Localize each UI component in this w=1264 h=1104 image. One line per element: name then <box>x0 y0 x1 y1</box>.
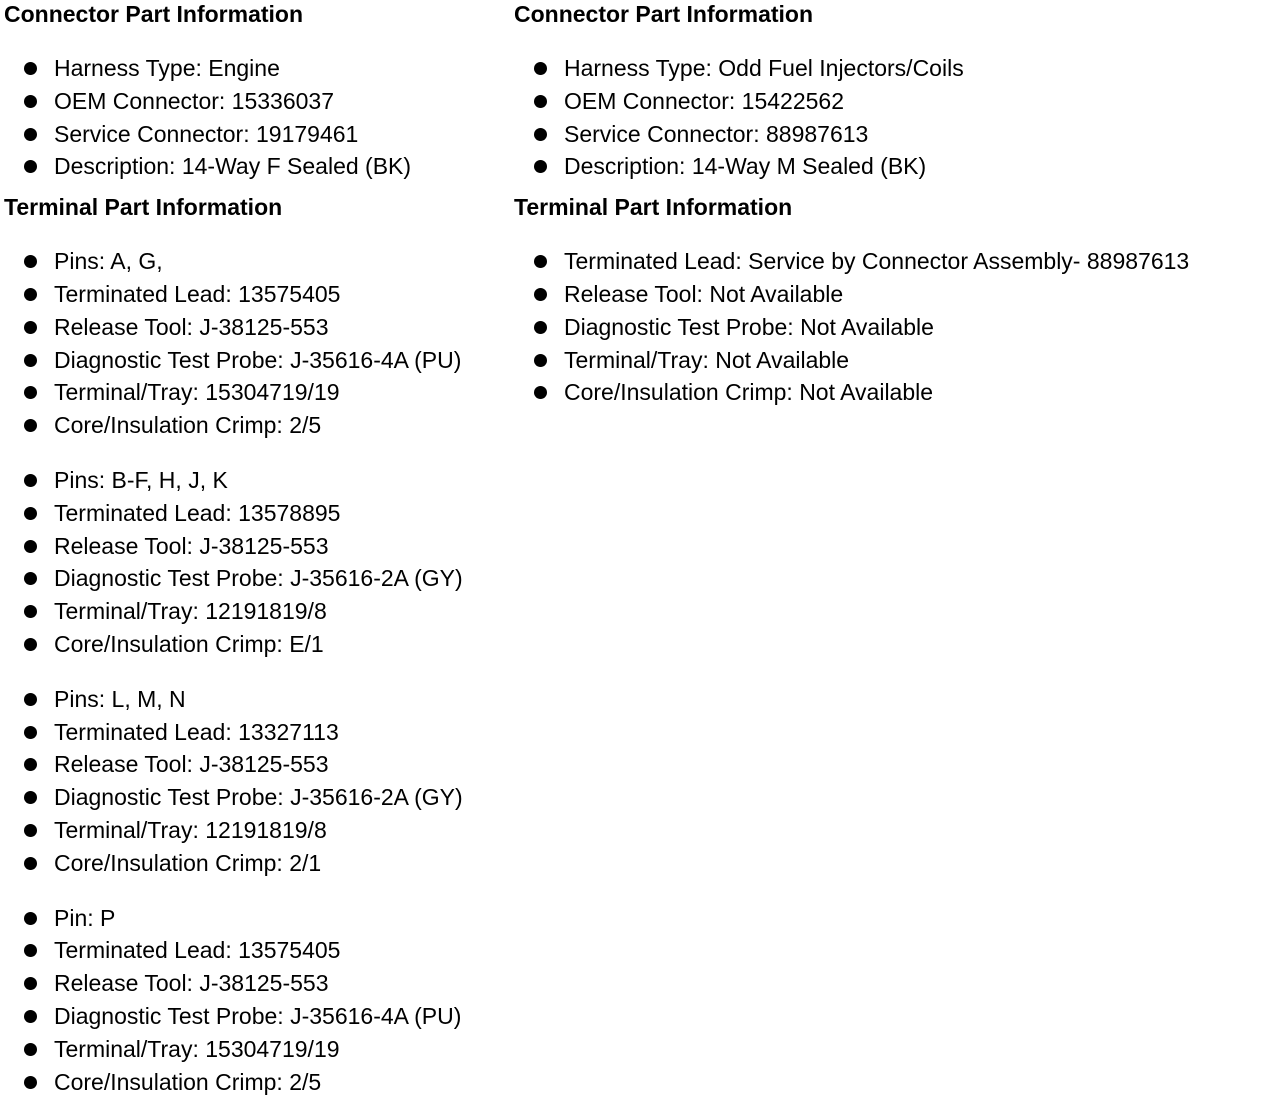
list-item: Terminated Lead: 13575405 <box>4 278 509 311</box>
list-item: Core/Insulation Crimp: 2/5 <box>4 409 509 442</box>
list-item: Pins: B-F, H, J, K <box>4 464 509 497</box>
list-item: Terminated Lead: 13575405 <box>4 934 509 967</box>
list-item: Terminal/Tray: 15304719/19 <box>4 1033 509 1066</box>
list-item: Diagnostic Test Probe: Not Available <box>514 311 1262 344</box>
list-item: Pin: P <box>4 902 509 935</box>
list-item: Diagnostic Test Probe: J-35616-2A (GY) <box>4 562 509 595</box>
terminal-part-heading: Terminal Part Information <box>4 194 283 221</box>
list-item: Core/Insulation Crimp: 2/5 <box>4 1066 509 1099</box>
list-item: Diagnostic Test Probe: J-35616-4A (PU) <box>4 1000 509 1033</box>
list-item: Terminated Lead: Service by Connector Assembly- 88987613 <box>514 245 1262 278</box>
terminal-group-3 <box>4 683 509 880</box>
connector-part-heading: Connector Part Information <box>4 1 304 27</box>
list-item: OEM Connector: 15336037 <box>4 85 509 118</box>
list-item: Release Tool: J-38125-553 <box>4 748 509 781</box>
terminal-group-4 <box>4 902 509 1099</box>
list-item: Service Connector: 88987613 <box>514 118 1262 151</box>
terminal-group-2 <box>4 464 509 661</box>
list-item: Harness Type: Odd Fuel Injectors/Coils <box>514 52 1262 85</box>
list-item: Terminal/Tray: Not Available <box>514 344 1262 377</box>
connector-part-list <box>4 52 509 183</box>
list-item: Core/Insulation Crimp: 2/1 <box>4 847 509 880</box>
connector-part-list <box>514 52 1262 183</box>
list-item: Release Tool: J-38125-553 <box>4 530 509 563</box>
list-item: Terminal/Tray: 15304719/19 <box>4 376 509 409</box>
list-item: Terminated Lead: 13327113 <box>4 716 509 749</box>
list-item: Diagnostic Test Probe: J-35616-2A (GY) <box>4 781 509 814</box>
list-item: Terminal/Tray: 12191819/8 <box>4 595 509 628</box>
left-column <box>4 0 509 1098</box>
right-column <box>514 0 1262 409</box>
list-item: Release Tool: J-38125-553 <box>4 967 509 1000</box>
list-item: Description: 14-Way F Sealed (BK) <box>4 150 509 183</box>
list-item: Pins: L, M, N <box>4 683 509 716</box>
list-item: Service Connector: 19179461 <box>4 118 509 151</box>
connector-part-heading: Connector Part Information <box>514 1 814 27</box>
list-item: OEM Connector: 15422562 <box>514 85 1262 118</box>
list-item: Terminated Lead: 13578895 <box>4 497 509 530</box>
list-item: Harness Type: Engine <box>4 52 509 85</box>
terminal-group-1 <box>4 245 509 442</box>
list-item: Terminal/Tray: 12191819/8 <box>4 814 509 847</box>
list-item: Pins: A, G, <box>4 245 509 278</box>
list-item: Core/Insulation Crimp: Not Available <box>514 376 1262 409</box>
list-item: Release Tool: J-38125-553 <box>4 311 509 344</box>
list-item: Release Tool: Not Available <box>514 278 1262 311</box>
list-item: Core/Insulation Crimp: E/1 <box>4 628 509 661</box>
list-item: Description: 14-Way M Sealed (BK) <box>514 150 1262 183</box>
terminal-part-heading: Terminal Part Information <box>514 194 793 221</box>
list-item: Diagnostic Test Probe: J-35616-4A (PU) <box>4 344 509 377</box>
terminal-part-list <box>514 245 1262 409</box>
